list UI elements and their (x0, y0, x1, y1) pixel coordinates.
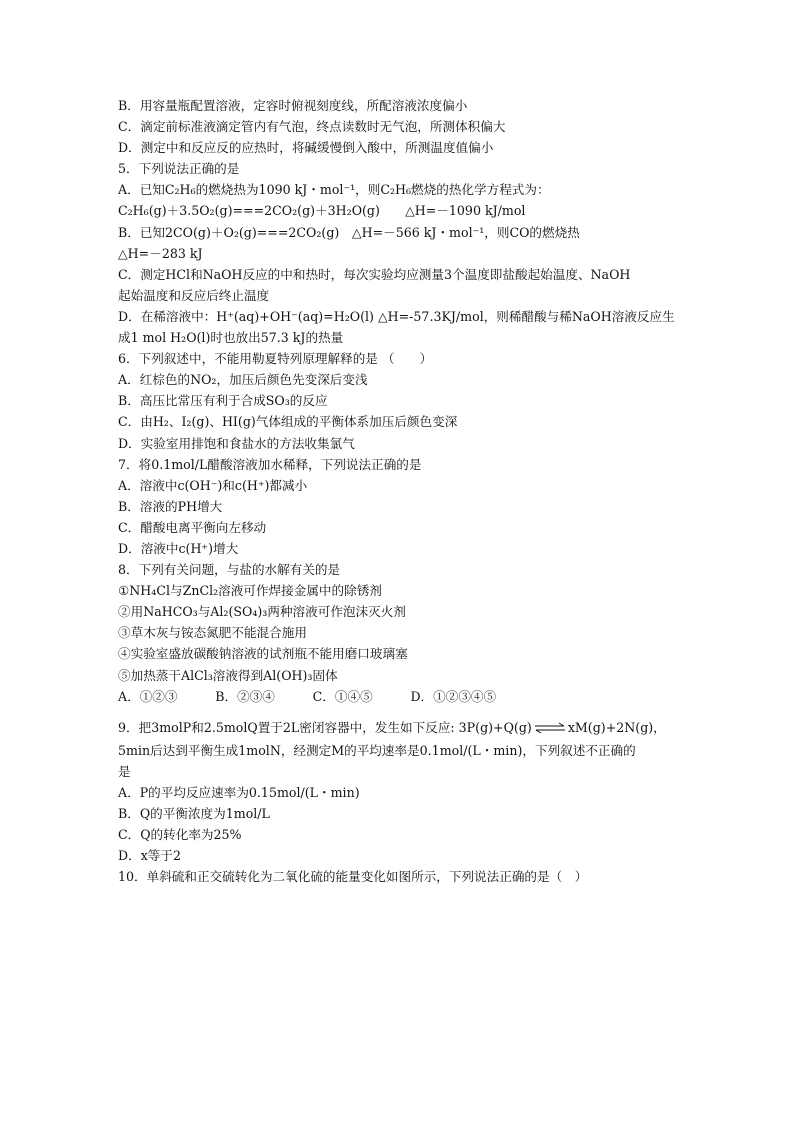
spacer (118, 707, 698, 715)
text-line: ⑤加热蒸干AlCl₃溶液得到Al(OH)₃固体 (118, 667, 338, 683)
question-9-line-1 (118, 715, 698, 740)
question-9-line-2: 5min后达到平衡生成1molN，经测定M的平均速率是0.1mol/(L・min)，下列叙述不正确的 (118, 742, 636, 758)
text-line: ③草木灰与铵态氮肥不能混合施用 (118, 625, 307, 641)
question-9-text-end: xM(g)+2N(g)， (567, 719, 666, 735)
text-line: 8．下列有关问题，与盐的水解有关的是 (118, 562, 341, 578)
text-line: B．溶液的PH增大 (118, 498, 223, 514)
text-line: D．在稀溶液中：H⁺(aq)+OH⁻(aq)=H₂O(l) △H=-57.3KJ/mol，则稀醋酸与稀NaOH溶液反应生 (118, 308, 675, 324)
text-line: A．已知C₂H₆的燃烧热为1090 kJ・mol⁻¹，则C₂H₆燃烧的热化学方程式为： (118, 182, 550, 198)
text-line: C₂H₆(g)＋3.5O₂(g)===2CO₂(g)＋3H₂O(g) △H=－1090 kJ/mol (118, 203, 526, 219)
text-line: C．滴定前标准液滴定管内有气泡，终点读数时无气泡，所测体积偏大 (118, 119, 506, 135)
text-line: 成1 mol H₂O(l)时也放出57.3 kJ的热量 (118, 330, 344, 346)
text-line: A．红棕色的NO₂，加压后颜色先变深后变浅 (118, 372, 368, 388)
text-line: 10．单斜硫和正交硫转化为二氧化硫的能量变化如图所示，下列说法正确的是（ ） (118, 869, 588, 885)
text-line: 7．将0.1mol/L醋酸溶液加水稀释，下列说法正确的是 (118, 456, 422, 472)
text-line: B．已知2CO(g)＋O₂(g)===2CO₂(g) △H=－566 kJ・mol⁻¹，则CO的燃烧热 (118, 224, 580, 240)
question-9-line-3: 是 (118, 763, 131, 779)
text-line: 5．下列说法正确的是 (118, 161, 240, 177)
text-line: ①NH₄Cl与ZnCl₂溶液可作焊接金属中的除锈剂 (118, 583, 382, 599)
text-line: 起始温度和反应后终止温度 (118, 287, 270, 303)
text-line: 6．下列叙述中，不能用勒夏特列原理解释的是 （ ） (118, 351, 433, 367)
question-9-text-start: 9．把3molP和2.5molQ置于2L密闭容器中，发生如下反应: 3P(g)+Q(g) (118, 719, 532, 735)
text-line: ②用NaHCO₃与Al₂(SO₄)₃两种溶液可作泡沫灭火剂 (118, 604, 406, 620)
text-line: C．Q的转化率为25% (118, 827, 242, 843)
text-line: A．P的平均反应速率为0.15mol/(L・min) (118, 784, 360, 800)
text-line: ④实验室盛放碳酸钠溶液的试剂瓶不能用磨口玻璃塞 (118, 646, 408, 662)
question-text-block (118, 95, 698, 887)
text-line: D．溶液中c(H⁺)增大 (118, 540, 239, 556)
question-lines-after (118, 782, 698, 887)
text-line: C．由H₂、I₂(g)、HI(g)气体组成的平衡体系加压后颜色变深 (118, 414, 458, 430)
text-line: C．醋酸电离平衡向左移动 (118, 519, 267, 535)
text-line: D．实验室用排饱和食盐水的方法收集氯气 (118, 435, 355, 451)
text-line: B．用容量瓶配置溶液，定容时俯视刻度线，所配溶液浓度偏小 (118, 98, 468, 113)
equilibrium-arrow-icon (534, 722, 566, 734)
text-line: A．①②③ B．②③④ C．①④⑤ D．①②③④⑤ (118, 688, 497, 704)
text-line: B．Q的平衡浓度为1mol/L (118, 806, 270, 821)
text-line: A．溶液中c(OH⁻)和c(H⁺)都减小 (118, 477, 308, 493)
question-lines (118, 95, 698, 707)
text-line: △H=－283 kJ (118, 245, 203, 261)
text-line: D．x等于2 (118, 848, 181, 864)
text-line: C．测定HCl和NaOH反应的中和热时，每次实验均应测量3个温度即盐酸起始温度、NaOH (118, 266, 631, 282)
text-line: B．高压比常压有利于合成SO₃的反应 (118, 393, 328, 409)
text-line: D．测定中和反应反的应热时，将碱缓慢倒入酸中，所测温度值偏小 (118, 140, 494, 156)
